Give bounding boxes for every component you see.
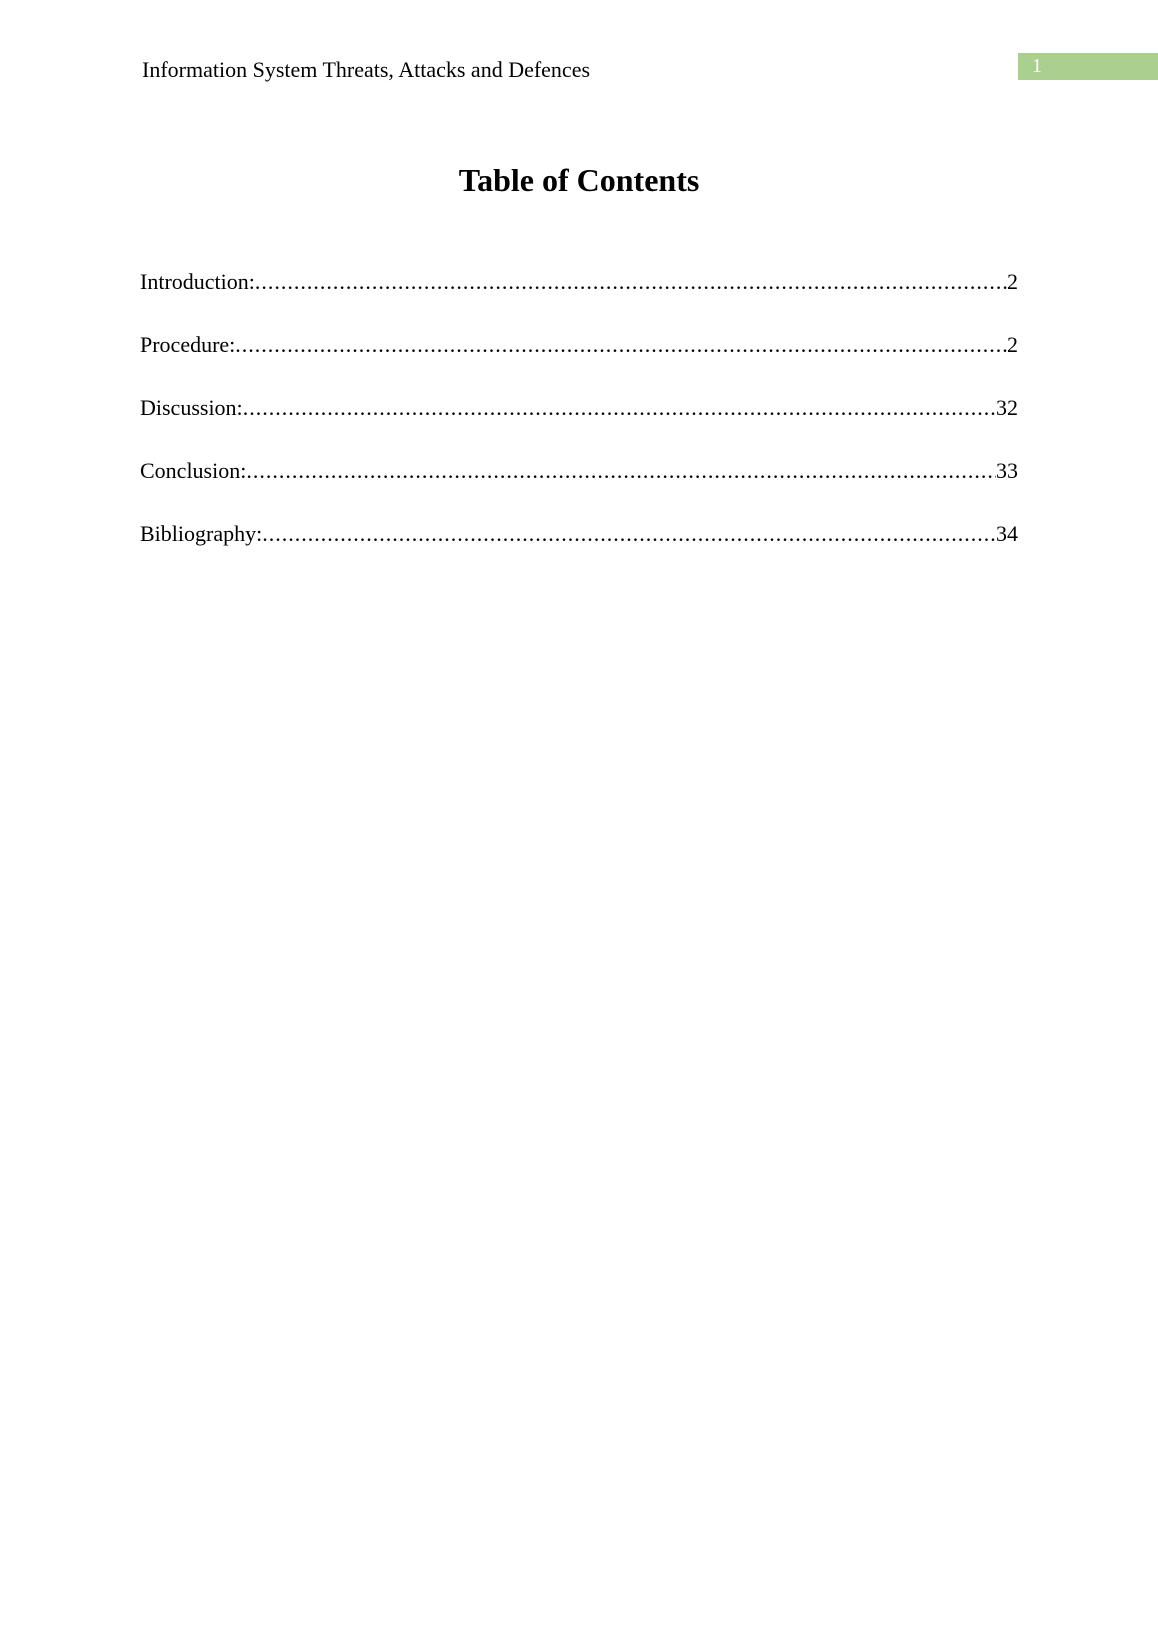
page-number-badge (1018, 53, 1158, 80)
toc-entry-discussion[interactable] (140, 394, 1018, 457)
toc-heading: Table of Contents (458, 162, 700, 198)
toc-dot-leader (255, 268, 1007, 296)
toc-entry-procedure[interactable] (140, 331, 1018, 394)
toc-entry-label: Bibliography: (140, 521, 263, 546)
toc-entry-label: Discussion: (140, 395, 243, 420)
toc-entry-conclusion[interactable] (140, 457, 1018, 520)
toc-entry-introduction[interactable] (140, 268, 1018, 331)
toc-entry-page: 33 (996, 458, 1018, 483)
toc-entry-page: 2 (1007, 269, 1018, 294)
toc-entry-label: Conclusion: (140, 458, 247, 483)
toc-dot-leader (243, 394, 996, 422)
toc-dot-leader (262, 520, 996, 548)
running-header-title: Information System Threats, Attacks and Defences (142, 57, 591, 82)
toc-dot-leader (235, 331, 1007, 359)
toc-entry-bibliography[interactable] (140, 520, 1018, 583)
page-number: 1 (1032, 55, 1042, 77)
toc-entry-label: Procedure: (140, 332, 236, 357)
toc-entry-page: 32 (996, 395, 1018, 420)
toc-dot-leader (246, 457, 996, 485)
toc-entry-page: 34 (996, 521, 1018, 546)
toc-entry-label: Introduction: (140, 269, 255, 294)
toc-list (140, 268, 1018, 583)
toc-entry-page: 2 (1007, 332, 1018, 357)
